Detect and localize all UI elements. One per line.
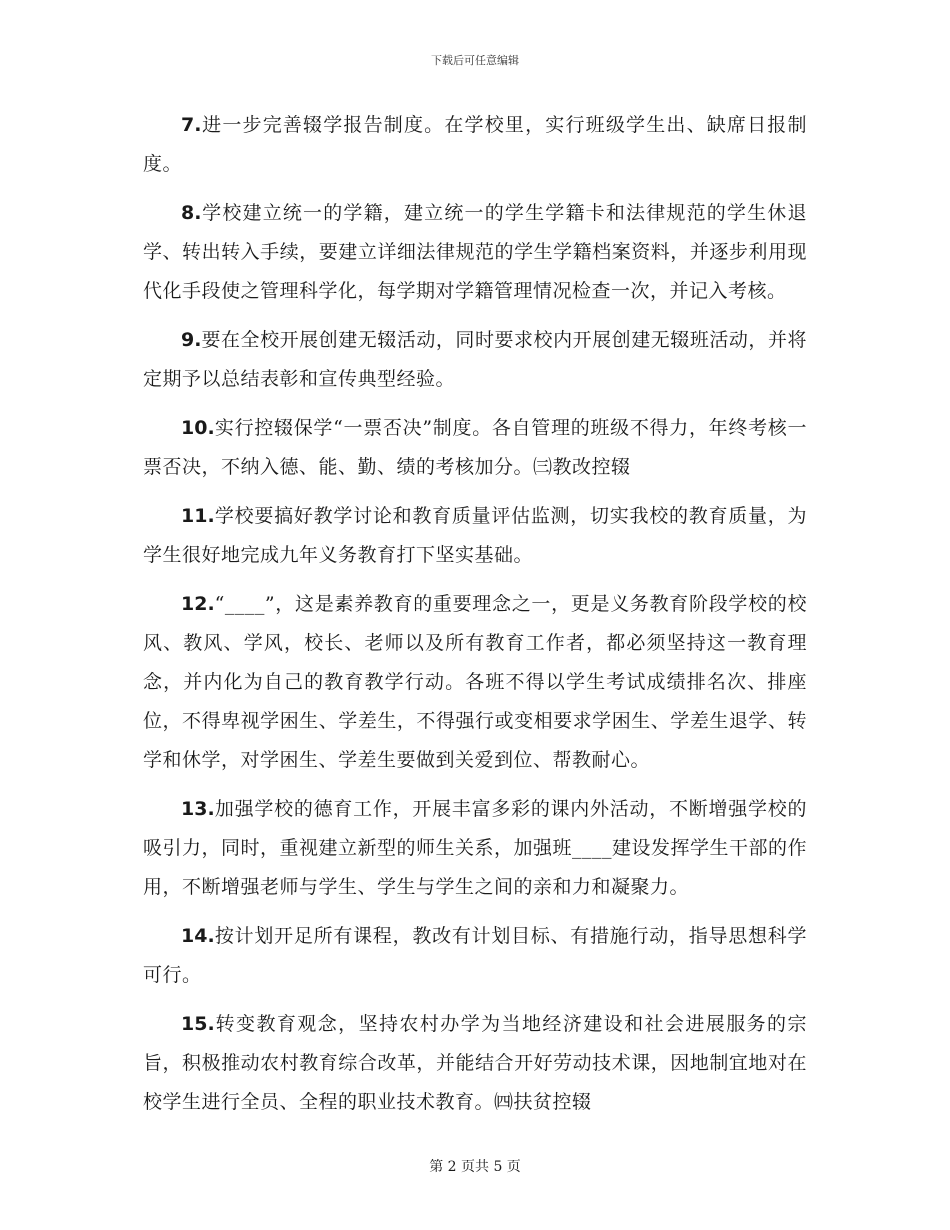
paragraph-12 xyxy=(143,585,807,780)
paragraph-13 xyxy=(143,790,807,907)
paragraph-text: 要在全校开展创建无辍活动，同时要求校内开展创建无辍班活动，并将定期予以总结表彰和宣传典型经验。 xyxy=(143,329,807,390)
item-number: 14. xyxy=(181,925,215,947)
item-number: 13. xyxy=(181,798,215,820)
page-footer: 第 2 页共 5 页 xyxy=(429,1159,521,1175)
item-number: 7. xyxy=(181,114,202,136)
paragraph-text: 按计划开足所有课程，教改有计划目标、有措施行动，指导思想科学可行。 xyxy=(143,925,807,986)
paragraph-text: 进一步完善辍学报告制度。在学校里，实行班级学生出、缺席日报制度。 xyxy=(143,114,807,175)
item-number: 11. xyxy=(181,505,215,527)
item-number: 15. xyxy=(181,1013,215,1035)
item-number: 9. xyxy=(181,329,202,351)
page-header: 下载后可任意编辑 xyxy=(431,54,519,67)
paragraph-text: 转变教育观念，坚持农村办学为当地经济建设和社会进展服务的宗旨，积极推动农村教育综合改革，并能结合开好劳动技术课，因地制宜地对在校学生进行全员、全程的职业技术教育。㈣扶贫控辍 xyxy=(143,1013,807,1113)
item-number: 12. xyxy=(181,593,215,615)
paragraph-text: 加强学校的德育工作，开展丰富多彩的课内外活动，不断增强学校的吸引力，同时，重视建立新型的师生关系，加强班____建设发挥学生干部的作用，不断增强老师与学生、学生与学生之间的亲和力和凝聚力。 xyxy=(143,798,808,898)
item-number: 8. xyxy=(181,202,202,224)
paragraph-15 xyxy=(143,1005,807,1122)
paragraph-8 xyxy=(143,194,807,311)
paragraph-text: 学校建立统一的学籍，建立统一的学生学籍卡和法律规范的学生休退学、转出转入手续，要建立详细法律规范的学生学籍档案资料，并逐步利用现代化手段使之管理科学化，每学期对学籍管理情况检查一次，并记入考核。 xyxy=(143,202,807,302)
paragraph-14 xyxy=(143,917,807,995)
paragraph-9 xyxy=(143,321,807,399)
paragraph-text: 学校要搞好教学讨论和教育质量评估监测，切实我校的教育质量，为学生很好地完成九年义务教育打下坚实基础。 xyxy=(143,505,807,566)
paragraph-11 xyxy=(143,497,807,575)
paragraph-7 xyxy=(143,106,807,184)
document-body xyxy=(143,106,807,1132)
item-number: 10. xyxy=(181,417,215,439)
paragraph-text: “____”，这是素养教育的重要理念之一，更是义务教育阶段学校的校风、教风、学风，校长、老师以及所有教育工作者，都必须坚持这一教育理念，并内化为自己的教育教学行动。各班不得以学生考试成绩排名次、排座位，不得卑视学困生、学差生，不得强行或变相要求学困生、学差生退学、转学和休学，对学困生、学差生要做到关爱到位、帮教耐心。 xyxy=(143,593,807,771)
paragraph-text: 实行控辍保学“一票否决”制度。各自管理的班级不得力，年终考核一票否决，不纳入德、能、勤、绩的考核加分。㈢教改控辍 xyxy=(143,417,807,478)
paragraph-10 xyxy=(143,409,807,487)
